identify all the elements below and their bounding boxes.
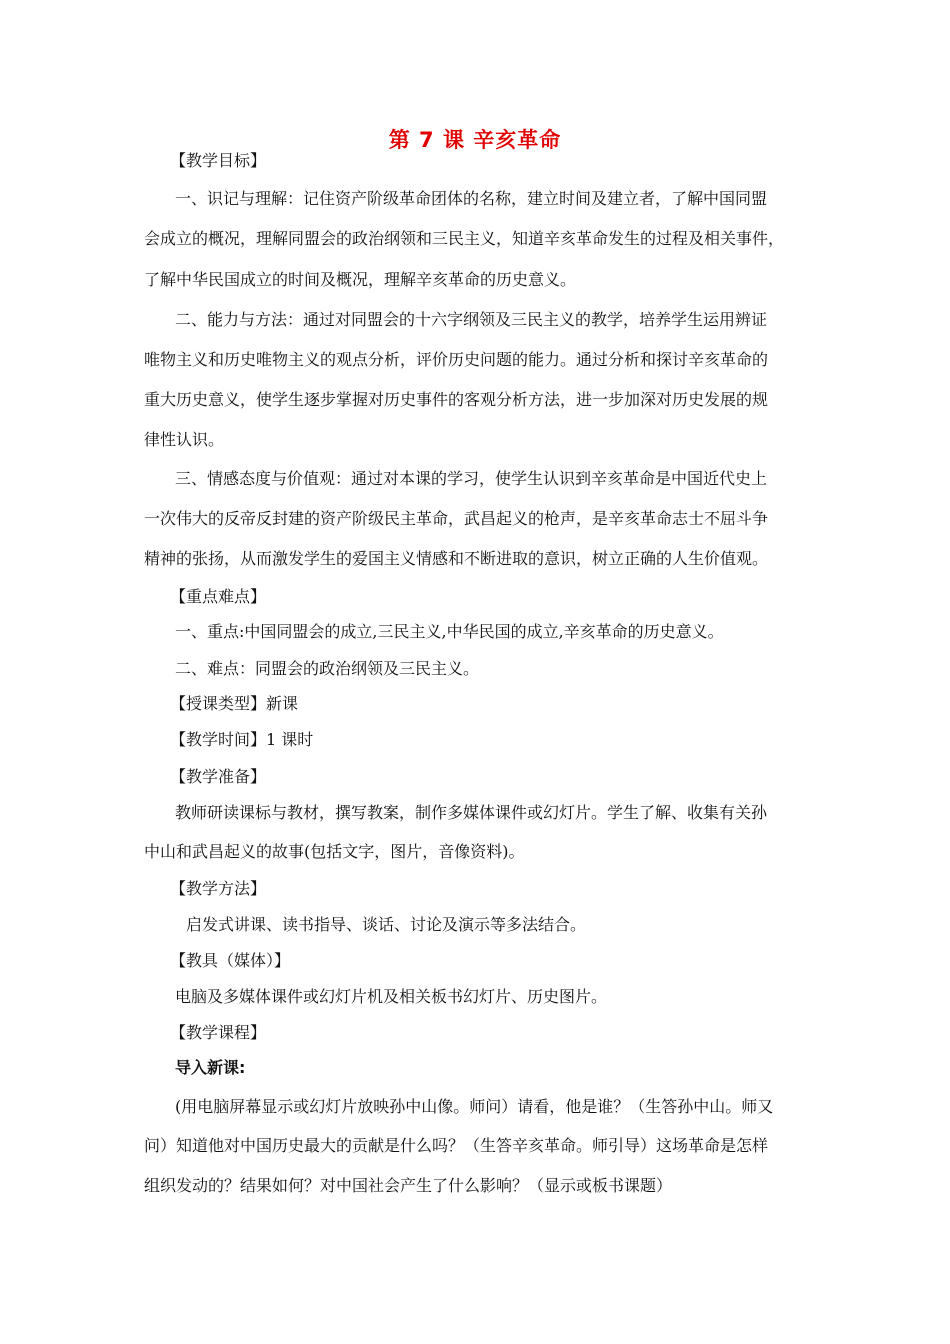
paragraph-line: 电脑及多媒体课件或幻灯片机及相关板书幻灯片、历史图片。: [175, 987, 608, 1006]
paragraph-line: 中山和武昌起义的故事(包括文字，图片，音像资料)。: [144, 842, 525, 861]
page-title: 第 7 课 辛亥革命: [388, 128, 562, 152]
paragraph-line: 二、能力与方法：通过对同盟会的十六字纲领及三民主义的教学，培养学生运用辨证: [175, 310, 768, 329]
paragraph-line: 了解中华民国成立的时间及概况，理解辛亥革命的历史意义。: [144, 270, 577, 289]
section-heading-key-points: 【重点难点】: [170, 587, 267, 606]
paragraph-line: 启发式讲课、读书指导、谈话、讨论及演示等多法结合。: [186, 915, 587, 934]
paragraph-line: 问）知道他对中国历史最大的贡献是什么吗？（生答辛亥革命。师引导）这场革命是怎样: [144, 1136, 769, 1155]
paragraph-line: 组织发动的？结果如何？对中国社会产生了什么影响？（显示或板书课题）: [144, 1176, 673, 1195]
paragraph-line: 律性认识。: [144, 430, 225, 449]
paragraph-line: 会成立的概况，理解同盟会的政治纲领和三民主义，知道辛亥革命发生的过程及相关事件，: [144, 229, 785, 248]
paragraph-line: (用电脑屏幕显示或幻灯片放映孙中山像。师问）请看，他是谁？（生答孙中山。师又: [175, 1097, 774, 1116]
section-heading-teaching-aids: 【教具（媒体）】: [170, 951, 291, 970]
paragraph-line: 一、重点:中国同盟会的成立,三民主义,中华民国的成立,辛亥革命的历史意义。: [175, 622, 724, 641]
section-heading-objectives: 【教学目标】: [170, 151, 267, 170]
paragraph-line: 精神的张扬，从而激发学生的爱国主义情感和不断进取的意识，树立正确的人生价值观。: [144, 549, 769, 568]
section-heading-methods: 【教学方法】: [170, 879, 267, 898]
subheading-introduction: 导入新课:: [175, 1058, 246, 1077]
paragraph-line: 唯物主义和历史唯物主义的观点分析，评价历史问题的能力。通过分析和探讨辛亥革命的: [144, 350, 769, 369]
section-heading-teaching-time: 【教学时间】1 课时: [170, 730, 314, 749]
paragraph-line: 重大历史意义，使学生逐步掌握对历史事件的客观分析方法，进一步加深对历史发展的规: [144, 390, 769, 409]
paragraph-line: 三、情感态度与价值观：通过对本课的学习，使学生认识到辛亥革命是中国近代史上: [175, 469, 768, 488]
section-heading-lesson-type: 【授课类型】新课: [170, 694, 299, 713]
section-heading-preparation: 【教学准备】: [170, 767, 267, 786]
paragraph-line: 教师研读课标与教材，撰写教案，制作多媒体课件或幻灯片。学生了解、收集有关孙: [175, 803, 768, 822]
section-heading-course: 【教学课程】: [170, 1023, 267, 1042]
paragraph-line: 一、识记与理解：记住资产阶级革命团体的名称，建立时间及建立者，了解中国同盟: [175, 189, 768, 208]
paragraph-line: 二、难点：同盟会的政治纲领及三民主义。: [175, 659, 480, 678]
paragraph-line: 一次伟大的反帝反封建的资产阶级民主革命，武昌起义的枪声，是辛亥革命志士不屈斗争: [144, 509, 769, 528]
